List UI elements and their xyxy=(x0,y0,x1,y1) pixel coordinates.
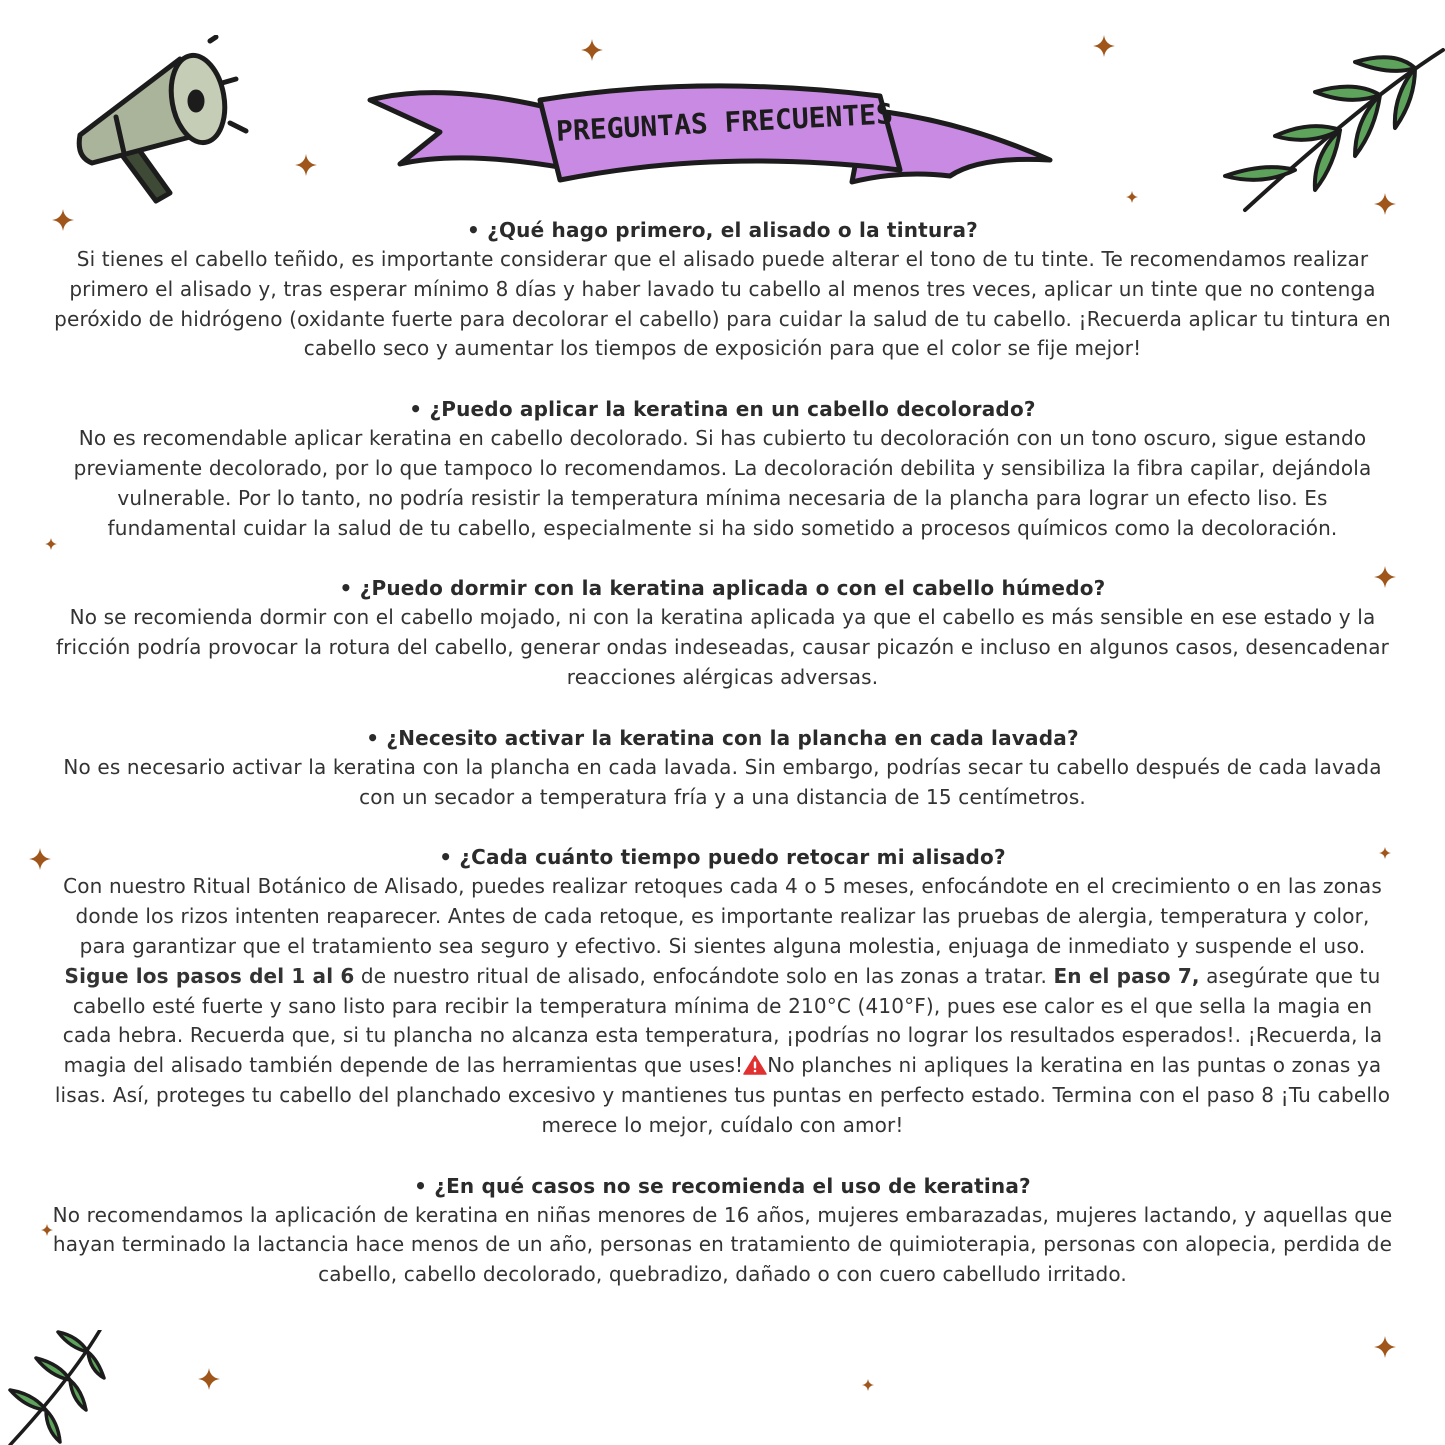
megaphone-icon xyxy=(70,35,270,215)
faq-answer: No es necesario activar la keratina con la plancha en cada lavada. Sin embargo, podrías secar tu cabello después de cada lavada con un secador a temperatura fría y a una distancia de 15 centímetros. xyxy=(63,754,1382,809)
sparkle-icon xyxy=(1093,35,1115,57)
faq-item xyxy=(50,394,1395,543)
faq-question: • ¿Puedo dormir con la keratina aplicada o con el cabello húmedo? xyxy=(339,576,1106,601)
steps-bold-1: Sigue los pasos del 1 al 6 xyxy=(64,963,355,988)
faq-item xyxy=(50,842,1395,1140)
banner-title: PREGUNTAS FRECUENTES xyxy=(555,97,894,148)
faq-item xyxy=(50,573,1395,692)
leaf-branch-icon xyxy=(0,1330,110,1445)
sparkle-icon xyxy=(862,1379,874,1391)
faq-answer: Si tienes el cabello teñido, es importante considerar que el alisado puede alterar el tono de tu tinte. Te recomendamos realizar primero el alisado y, tras esperar mínimo 8 días y haber lavado tu cabello al menos tres veces, aplicar un tinte que no contenga peróxido de hidrógeno (oxidante fuerte para decolorar el cabello) para cuidar la salud de tu cabello. ¡Recuerda aplicar tu tintura en cabello seco y aumentar los tiempos de exposición para que el color se fije mejor! xyxy=(54,247,1391,361)
faq-answer: Con nuestro Ritual Botánico de Alisado, puedes realizar retoques cada 4 o 5 meses, enfocándote en el crecimiento o en las zonas donde los rizos intenten reaparecer. Antes de cada retoque, es importante realizar las pruebas de alergia, temperatura y color, para garantizar que el tratamiento sea seguro y efectivo. Si sientes alguna molestia, enjuaga de inmediato y suspende el uso. xyxy=(63,874,1382,958)
steps-text-3: No planches ni apliques la keratina en las puntas o zonas ya lisas. Así, proteges tu cabello del planchado excesivo y mantienes tus puntas en perfecto estado. Termina con el paso 8 ¡Tu cabello merece lo mejor, cuídalo con amor! xyxy=(54,1053,1391,1137)
leaf-branch-icon xyxy=(1215,40,1445,220)
sparkle-icon xyxy=(29,848,51,870)
steps-text-1: de nuestro ritual de alisado, enfocándote solo en las zonas a tratar. xyxy=(354,963,1054,988)
faq-question: • ¿Qué hago primero, el alisado o la tintura? xyxy=(467,218,978,242)
title-banner xyxy=(360,70,1070,190)
faq-item xyxy=(50,215,1395,364)
faq-question: • ¿Cada cuánto tiempo puedo retocar mi alisado? xyxy=(439,845,1006,870)
sparkle-icon xyxy=(198,1368,220,1390)
sparkle-icon xyxy=(295,154,317,176)
faq-answer: No es recomendable aplicar keratina en cabello decolorado. Si has cubierto tu decoloración con un tono oscuro, sigue estando previamente decolorado, por lo que tampoco lo recomendamos. La decoloración debilita y sensibiliza la fibra capilar, dejándola vulnerable. Por lo tanto, no podría resistir la temperatura mínima necesaria de la plancha para lograr un efecto liso. Es fundamental cuidar la salud de tu cabello, especialmente si ha sido sometido a procesos químicos como la decoloración. xyxy=(73,426,1372,540)
warning-icon xyxy=(743,1055,767,1075)
sparkle-icon xyxy=(1126,191,1138,203)
faq-question: • ¿Puedo aplicar la keratina en un cabello decolorado? xyxy=(409,397,1036,422)
sparkle-icon xyxy=(1374,1336,1396,1358)
faq-list xyxy=(50,215,1395,1320)
faq-answer: No se recomienda dormir con el cabello mojado, ni con la keratina aplicada ya que el cabello es más sensible en ese estado y la fricción podría provocar la rotura del cabello, generar ondas indeseadas, causar picazón e incluso en algunos casos, desencadenar reacciones alérgicas adversas. xyxy=(55,605,1390,689)
faq-answer: No recomendamos la aplicación de keratina en niñas menores de 16 años, mujeres embarazadas, mujeres lactando, y aquellas que hayan terminado la lactancia hace menos de un año, personas en tratamiento de quimioterapia, personas con alopecia, perdida de cabello, cabello decolorado, quebradizo, dañado o con cuero cabelludo irritado. xyxy=(52,1202,1393,1287)
faq-question: • ¿En qué casos no se recomienda el uso de keratina? xyxy=(414,1173,1031,1198)
steps-bold-2: En el paso 7, xyxy=(1053,963,1200,988)
faq-question: • ¿Necesito activar la keratina con la plancha en cada lavada? xyxy=(366,725,1079,750)
steps-text-2: asegúrate que tu cabello esté fuerte y sano listo para recibir la temperatura mínima de 210°C (410°F), pues ese calor es el que sella la magia en cada hebra. Recuerda que, si tu plancha no alcanza esta temperatura, ¡podrías no lograr los resultados esperados!. ¡Recuerda, la magia del alisado también depende de las herramientas que uses! xyxy=(62,963,1383,1078)
sparkle-icon xyxy=(1374,193,1396,215)
sparkle-icon xyxy=(581,39,603,61)
faq-item xyxy=(50,1171,1395,1290)
faq-item xyxy=(50,723,1395,813)
faq-answer-steps xyxy=(50,962,1395,1141)
